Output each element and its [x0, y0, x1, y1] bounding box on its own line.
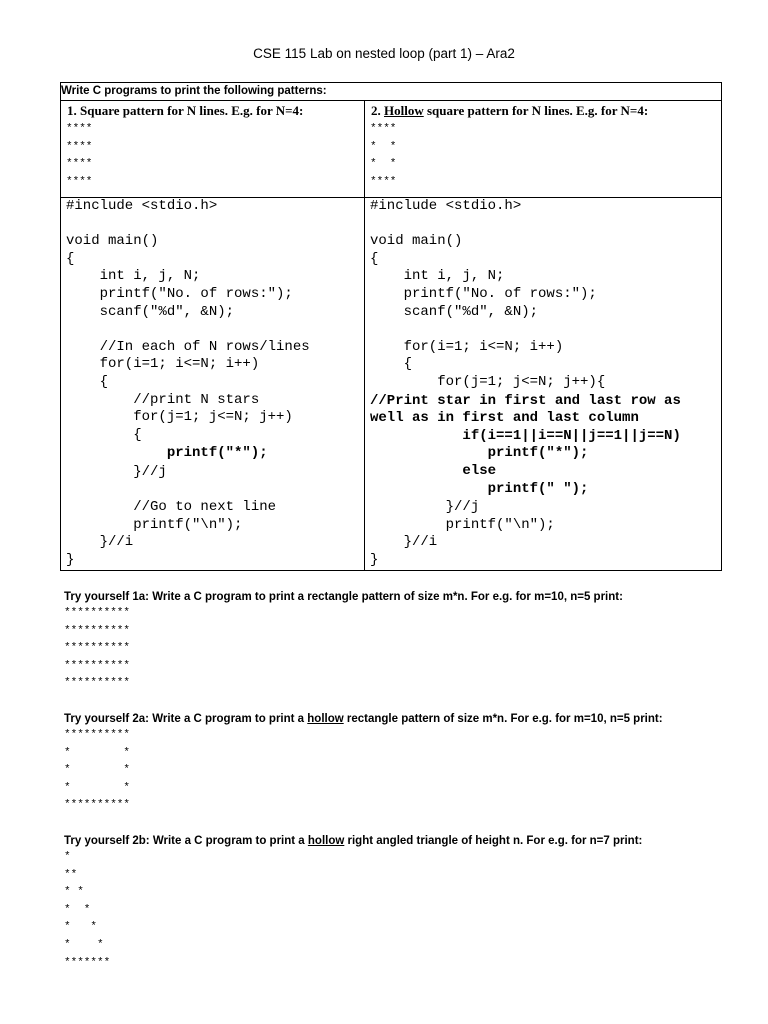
task2b-prompt-post: right angled triangle of height n. For e.g. for n=7 print:	[344, 835, 643, 847]
problem2-cell	[365, 101, 722, 198]
solution1-cell	[61, 198, 365, 571]
task2a-prompt-hollow: hollow	[307, 713, 344, 725]
page-title: CSE 115 Lab on nested loop (part 1) – Ara2	[253, 46, 515, 61]
problem2-pattern: **** * * * * ****	[370, 123, 397, 188]
solution2-cell	[365, 198, 722, 571]
task2a-prompt-pre: Try yourself 2a: Write a C program to print a	[64, 713, 308, 725]
solution1-code-top: #include <stdio.h> void main() { int i, j, N; printf("No. of rows:"); scanf("%d", &N); //In each of N rows/lines for(i=1; i<=N; i++) { //print N stars for(j=1; j<=N; j++) {	[66, 198, 310, 443]
task2b-prompt-pre: Try yourself 2b: Write a C program to print a	[64, 835, 308, 847]
task1a-prompt: Try yourself 1a: Write a C program to print a rectangle pattern of size m*n. For e.g. for m=10, n=5 print:	[64, 591, 623, 603]
task2b-output: * ** * * * * * * * * *******	[64, 851, 111, 969]
solution2-code-bottom: }//j printf("\n"); }//i }	[370, 499, 555, 568]
problem1-cell	[61, 101, 365, 198]
problem2-heading-pre: 2.	[371, 103, 384, 118]
solution1-code-bold: printf("*");	[66, 445, 268, 462]
instruction-text: Write C programs to print the following patterns:	[61, 83, 722, 101]
solution2-comment: //Print star in first and last row as well as in first and last column	[370, 392, 681, 427]
problem2-heading	[365, 101, 721, 119]
task2a-prompt	[64, 713, 663, 725]
solution2-code-bold: if(i==1||i==N||j==1||j==N) printf("*"); else printf(" ");	[462, 427, 681, 497]
problem2-heading-post: square pattern for N lines. E.g. for N=4:	[423, 103, 649, 118]
problem1-heading: 1. Square pattern for N lines. E.g. for N=4:	[67, 103, 304, 118]
task1a-output: ********** ********** ********** ********** **********	[64, 607, 131, 690]
solution1-code-bottom: }//j //Go to next line printf("\n"); }//i }	[66, 463, 277, 568]
task2a-output: ********** * * * * * * **********	[64, 729, 131, 812]
problem1-pattern: **** **** **** ****	[66, 123, 93, 188]
task2b-prompt	[64, 835, 642, 847]
problem2-heading-hollow: Hollow	[384, 103, 424, 118]
solution2-code-top: #include <stdio.h> void main() { int i, j, N; printf("No. of rows:"); scanf("%d", &N); for(i=1; i<=N; i++) { for(j=1; j<=N; j++){	[370, 198, 606, 390]
task2b-prompt-hollow: hollow	[307, 835, 345, 847]
lab-table	[60, 82, 722, 571]
task2a-prompt-post: rectangle pattern of size m*n. For e.g. for m=10, n=5 print:	[343, 713, 663, 725]
